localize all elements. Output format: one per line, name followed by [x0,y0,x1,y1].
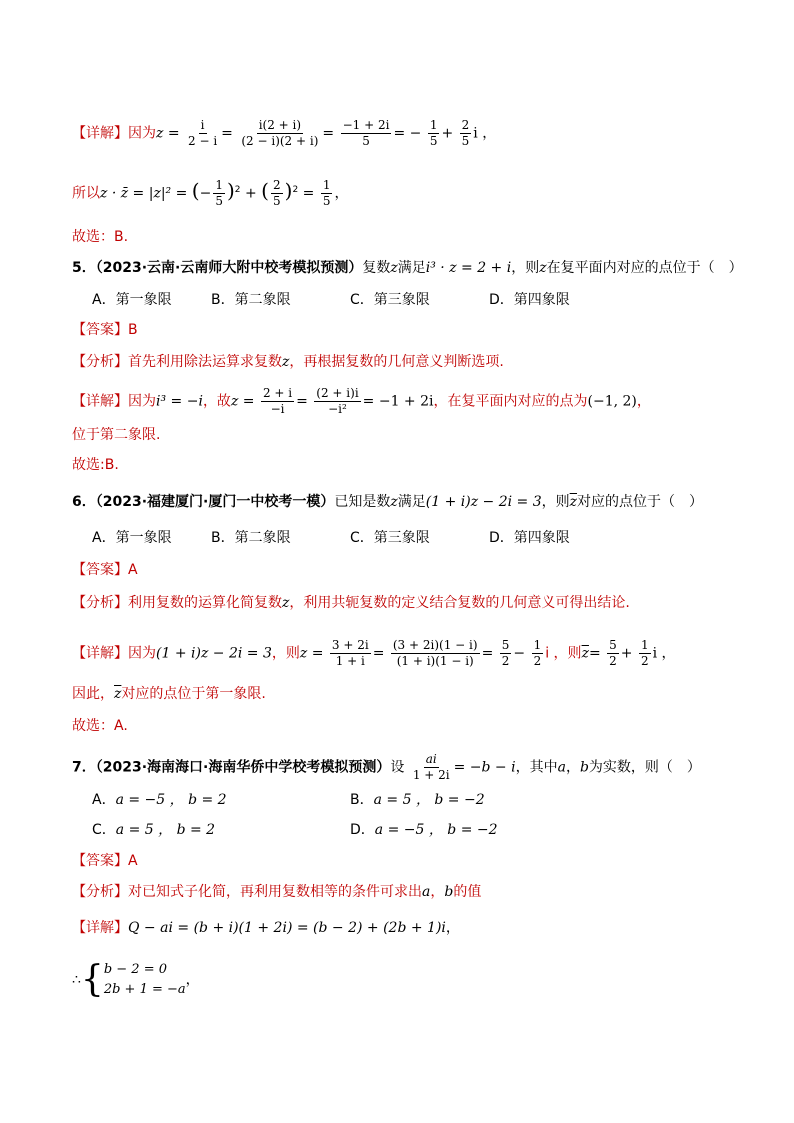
q5-option-c: C．第三象限 [350,292,430,308]
fraction: $\frac{5}{2}$ [501,638,510,668]
q7-option-b: B．a = 5 ， b = −2 [350,792,485,808]
q5-source: （2023·云南·云南师大附中校考模拟预测） [95,260,363,276]
q7-detail: 【详解】Q − ai = (b + i)(1 + 2i) = (b − 2) + (2b + 1)i， [72,920,460,936]
q7-option-c: C．a = 5 ， b = 2 [92,822,216,838]
fraction: $\frac{i}{2 - i}$ [188,118,218,148]
q5-choice: 故选:B. [72,457,119,473]
q6-source: （2023·福建厦门·厦门一中校考一模） [95,494,335,510]
fraction: $\frac{1}{5}$ [322,178,331,208]
q7-answer: 【答案】A [72,853,138,869]
detail-label: 【详解】 [72,125,128,142]
fraction: $\frac{2 + i}{-i}$ [262,386,293,416]
q5-option-d: D．第四象限 [489,292,570,308]
top-choice: 故选：B. [72,229,129,245]
q6-stem: 6．（2023·福建厦门·厦门一中校考一模）已知是数z满足(1 + i)z − 2i = 3，则$\overline{z}$对应的点位于（ ） [72,494,704,510]
fraction: $\frac{1}{5}$ [429,118,438,148]
q5-stem: 5．（2023·云南·云南师大附中校考模拟预测）复数z满足i³ · z = 2 + i，则z在复平面内对应的点位于（ ） [72,260,743,276]
math-expr: (1 + i)z − 2i = 3 [425,494,542,510]
q6-option-b: B．第二象限 [211,530,291,546]
math-expr: i³ · z = 2 + i [425,260,512,276]
equation-system: b − 2 = 0 2b + 1 = −a [103,962,186,997]
fraction: $\frac{5}{2}$ [609,638,617,668]
q7-system: ∴{ b − 2 = 0 2b + 1 = −a ， [72,959,200,1000]
fraction: $\frac{3 + 2i}{1 + i}$ [331,638,369,668]
q6-analysis: 【分析】利用复数的运算化简复数z，利用共轭复数的定义结合复数的几何意义可得出结论. [72,595,630,611]
fraction: $\frac{(2 + i)i}{\text{−i²}}$ [316,386,359,416]
top-result-line: 所以z · z̄ = |z|² = (− $\frac{1}{5}$ )$^2$ + ( $\frac{2}{5}$ )$^2$ = $\frac{1}{5}$ ， [72,178,349,208]
q5-detail: 【详解】因为i³ = −i，故z = $\frac{2 + i}{-i}$ = $\frac{(2 + i)i}{\text{−i²}}$ = −1 + 2i，在复平面内对应的点为(−1, 2)， [72,386,651,416]
q5-conclusion: 位于第二象限. [72,427,161,443]
top-detail-line: 【详解】因为z = $\frac{i}{2 - i}$ = $\frac{i(2 + i)}{(2 - i)(2 + i)}$ = $\frac{-1 + 2i}{5}$ = − $\frac{1}{5}$ + $\frac{2}{5}$ i ， [72,118,497,148]
text: 所以 [72,185,100,202]
q6-conclusion: 因此，$\overline{z}$对应的点位于第一象限. [72,686,266,702]
q6-detail: 【详解】因为(1 + i)z − 2i = 3，则z = $\frac{3 + 2i}{1 + i}$ = $\frac{(3 + 2i)(1 - i)}{(1 + i)(1 - i)}$ = $\frac{5}{2}$ − $\frac{1}{2}$ i ，则$\overline{z}=$ $\frac{5}{2}$ + $\frac{1}{2}$ i ， [72,638,676,668]
q5-answer: 【答案】B [72,322,138,338]
fraction: $\frac{1}{2}$ [533,638,542,668]
q7-source: （2023·海南海口·海南华侨中学校考模拟预测） [95,759,391,776]
q5-analysis: 【分析】首先利用除法运算求复数z，再根据复数的几何意义判断选项. [72,354,504,370]
fraction: $\frac{-1 + 2i}{5}$ [342,118,390,148]
q5-option-b: B．第二象限 [211,292,291,308]
math-expr: z · z̄ = |z|² = [100,185,192,202]
fraction: $\frac{(3 + 2i)(1 - i)}{(1 + i)(1 - i)}$ [392,638,478,668]
q7-stem: 7．（2023·海南海口·海南华侨中学校考模拟预测）设 $\frac{ai}{1 + 2i}$ = −b − i，其中a，b为实数，则（ ） [72,752,701,782]
fraction: $\frac{ai}{1 + 2i}$ [412,752,450,782]
q7-option-d: D．a = −5 ， b = −2 [350,822,498,838]
fraction: $\frac{1}{2}$ [640,638,649,668]
q6-option-c: C．第三象限 [350,530,430,546]
q6-option-a: A．第一象限 [92,530,172,546]
detail-text: 因为 [128,125,156,142]
q5-option-a: A．第一象限 [92,292,172,308]
q7-analysis: 【分析】对已知式子化简，再利用复数相等的条件可求出a，b的值 [72,884,482,900]
q6-answer: 【答案】A [72,562,138,578]
fraction: $\frac{2}{5}$ [272,178,281,208]
math-expr: z = [156,125,185,142]
fraction: $\frac{1}{5}$ [215,178,223,208]
q6-option-d: D．第四象限 [489,530,570,546]
fraction: $\frac{i(2 + i)}{(2 - i)(2 + i)}$ [241,118,319,148]
fraction: $\frac{2}{5}$ [461,118,470,148]
q6-choice: 故选：A. [72,718,128,734]
q7-option-a: A．a = −5 ， b = 2 [92,792,227,808]
